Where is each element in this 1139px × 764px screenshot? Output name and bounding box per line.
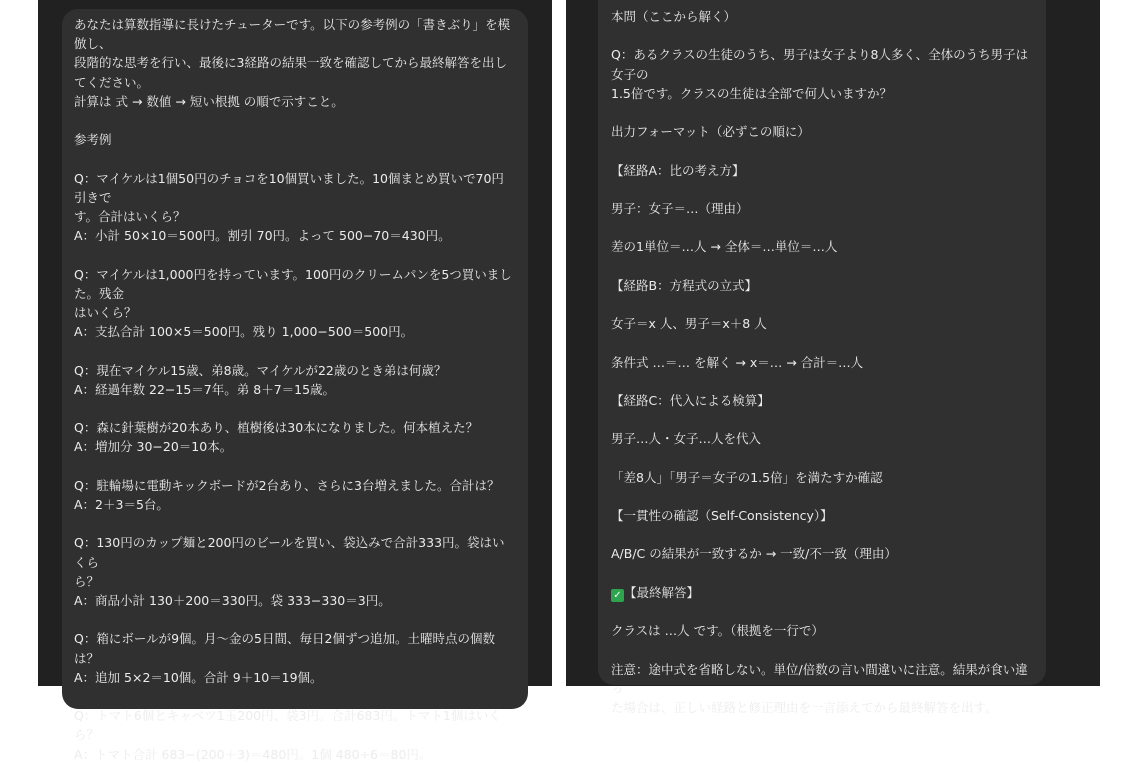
blank-line	[611, 449, 1034, 468]
left-text-line	[74, 706, 516, 744]
right-line-text: 【最終解答】	[624, 584, 700, 600]
blank-line	[611, 372, 1034, 391]
right-text-line	[611, 468, 1034, 487]
right-text-line	[611, 506, 1034, 525]
left-text-line	[74, 53, 516, 72]
right-text-line	[611, 237, 1034, 256]
left-line-text: A：2＋3＝5台。	[74, 496, 169, 512]
right-text-line	[611, 45, 1034, 83]
blank-line	[74, 610, 516, 629]
blank-line	[611, 141, 1034, 160]
left-line-text: A：追加 5×2＝10個。合計 9＋10＝19個。	[74, 669, 323, 685]
chat-panel-right	[566, 0, 1100, 716]
blank-line	[74, 514, 516, 533]
blank-line	[611, 257, 1034, 276]
right-text-line	[611, 429, 1034, 448]
left-line-text: ら？	[74, 573, 100, 589]
right-line-text: 男子：女子＝…（理由）	[611, 200, 749, 216]
right-text-line	[611, 621, 1034, 640]
left-text-line	[74, 668, 516, 687]
left-line-text: 段階的な思考を行い、最後に3経路の結果一致を確認してから最終解答を出し	[74, 55, 507, 71]
right-line-text: 差の1単位＝…人 → 全体＝…単位＝…人	[611, 239, 838, 255]
blank-line	[611, 640, 1034, 659]
blank-line	[74, 149, 516, 168]
right-line-text: 条件式 …＝… を解く → x＝… → 合計＝…人	[611, 354, 864, 370]
blank-line	[611, 333, 1034, 352]
left-text-line	[74, 745, 516, 764]
right-text-line	[611, 7, 1034, 26]
right-line-text: 男子…人・女子…人を代入	[611, 431, 762, 447]
blank-line	[74, 111, 516, 130]
left-line-text: A：経過年数 22−15＝7年。弟 8＋7＝15歳。	[74, 381, 336, 397]
right-line-text: 本問（ここから解く）	[611, 9, 737, 24]
left-line-text: Q：箱にボールが9個。月〜金の5日間、毎日2個ずつ追加。土曜時点の個数	[74, 631, 495, 647]
right-line-text: 【経路C：代入による検算】	[611, 392, 770, 408]
left-line-text: Q：トマト6個とキャベツ1玉200円、袋3円。合計683円。トマト1個はいくら？	[74, 708, 501, 743]
left-line-text: Q：駐輪場に電動キックボードが2台あり、さらに3台増えました。合計は？	[74, 477, 500, 493]
right-line-text: 【一貫性の確認（Self-Consistency）】	[611, 508, 833, 524]
left-line-text: A：商品小計 130＋200＝330円。袋 333−330＝3円。	[74, 592, 391, 608]
right-text-line	[611, 660, 1034, 698]
right-text-line	[611, 122, 1034, 141]
left-text-line	[74, 207, 516, 226]
left-line-text: A：支払合計 100×5＝500円。残り 1,000−500＝500円。	[74, 324, 414, 340]
left-line-text: は？	[74, 650, 100, 666]
right-line-text: クラスは …人 です。（根拠を一行で）	[611, 623, 824, 639]
left-text-line	[74, 476, 516, 495]
left-text-line	[74, 322, 516, 341]
left-text-line	[74, 130, 516, 149]
left-text-line	[74, 533, 516, 571]
blank-line	[74, 399, 516, 418]
user-message-bubble-continued	[598, 0, 1046, 716]
left-text-line	[74, 265, 516, 303]
left-line-text: 参考例	[74, 132, 112, 148]
right-text-line	[611, 161, 1034, 180]
check-mark-icon: ✓	[611, 589, 624, 602]
right-line-text: 注意：途中式を省略しない。単位/倍数の言い間違いに注意。結果が食い違っ	[611, 661, 1028, 696]
left-line-text: てください。	[74, 74, 150, 90]
left-line-text: A：小計 50×10＝500円。割引 70円。よって 500−70＝430円。	[74, 228, 451, 244]
right-text-line	[611, 199, 1034, 218]
right-text-line	[611, 544, 1034, 563]
right-text-line	[611, 84, 1034, 103]
left-text-line	[74, 572, 516, 591]
left-line-text: す。合計はいくら？	[74, 209, 186, 224]
left-text-line	[74, 591, 516, 610]
left-line-text: Q：130円のカップ麺と200円のビールを買い、袋込みで合計333円。袋はいくら	[74, 535, 505, 570]
left-text-line	[74, 73, 516, 92]
blank-line	[611, 525, 1034, 544]
right-text-line	[611, 314, 1034, 333]
blank-line	[74, 457, 516, 476]
left-line-text: Q：マイケルは1,000円を持っています。100円のクリームパンを5つ買いました。残金	[74, 266, 512, 301]
left-text-line	[74, 226, 516, 245]
blank-line	[611, 564, 1034, 583]
right-text-line	[611, 353, 1034, 372]
right-text-line	[611, 391, 1034, 410]
left-line-text: Q：マイケルは1個50円のチョコを10個買いました。10個まとめ買いで70円引きで	[74, 170, 504, 205]
left-text-line	[74, 303, 516, 322]
left-text-line	[74, 380, 516, 399]
right-line-text: 【経路B：方程式の立式】	[611, 277, 758, 293]
blank-line	[611, 602, 1034, 621]
left-line-text: 計算は 式 → 数値 → 短い根拠 の順で示すこと。	[74, 93, 344, 109]
left-text-line	[74, 418, 516, 437]
left-text-line	[74, 92, 516, 111]
blank-line	[611, 180, 1034, 199]
blank-line	[611, 410, 1034, 429]
right-line-text: 女子＝x 人、男子＝x＋8 人	[611, 316, 767, 332]
right-text-line	[611, 276, 1034, 295]
left-line-text: Q：現在マイケル15歳、弟8歳。マイケルが22歳のとき弟は何歳？	[74, 362, 447, 378]
user-message-bubble	[62, 9, 528, 762]
left-text-line	[74, 629, 516, 648]
left-line-text: A：トマト合計 683−(200＋3)＝480円。1個 480÷6＝80円。	[74, 746, 432, 762]
right-line-text: 1.5倍です。クラスの生徒は全部で何人いますか？	[611, 85, 893, 101]
right-text-line	[611, 583, 1034, 602]
right-line-text: Q：あるクラスの生徒のうち、男子は女子より8人多く、全体のうち男子は女子の	[611, 47, 1029, 82]
blank-line	[611, 295, 1034, 314]
right-line-text: 【経路A：比の考え方】	[611, 162, 745, 178]
left-text-line	[74, 15, 516, 53]
right-line-text: 「差8人」「男子＝女子の1.5倍」を満たすか確認	[611, 469, 883, 485]
chat-panel-left	[38, 0, 552, 762]
blank-line	[611, 103, 1034, 122]
right-line-text: 出力フォーマット（必ずこの順に）	[611, 124, 810, 140]
left-line-text: A：増加分 30−20＝10本。	[74, 439, 233, 455]
left-line-text: あなたは算数指導に長けたチューターです。以下の参考例の「書きぶり」を模倣し、	[74, 17, 511, 52]
left-text-line	[74, 169, 516, 207]
left-line-text: Q：森に針葉樹が20本あり、植樹後は30本になりました。何本植えた？	[74, 420, 479, 436]
left-line-text: はいくら？	[74, 305, 137, 320]
blank-line	[611, 218, 1034, 237]
left-text-line	[74, 495, 516, 514]
left-text-line	[74, 649, 516, 668]
right-line-text: た場合は、正しい経路と修正理由を一言添えてから最終解答を出す。	[611, 700, 998, 716]
right-line-text: A/B/C の結果が一致するか → 一致/不一致（理由）	[611, 546, 897, 562]
right-text-line	[611, 698, 1034, 717]
left-text-line	[74, 361, 516, 380]
blank-line	[74, 245, 516, 264]
blank-line	[611, 26, 1034, 45]
blank-line	[611, 487, 1034, 506]
left-text-line	[74, 437, 516, 456]
blank-line	[74, 341, 516, 360]
blank-line	[74, 687, 516, 706]
